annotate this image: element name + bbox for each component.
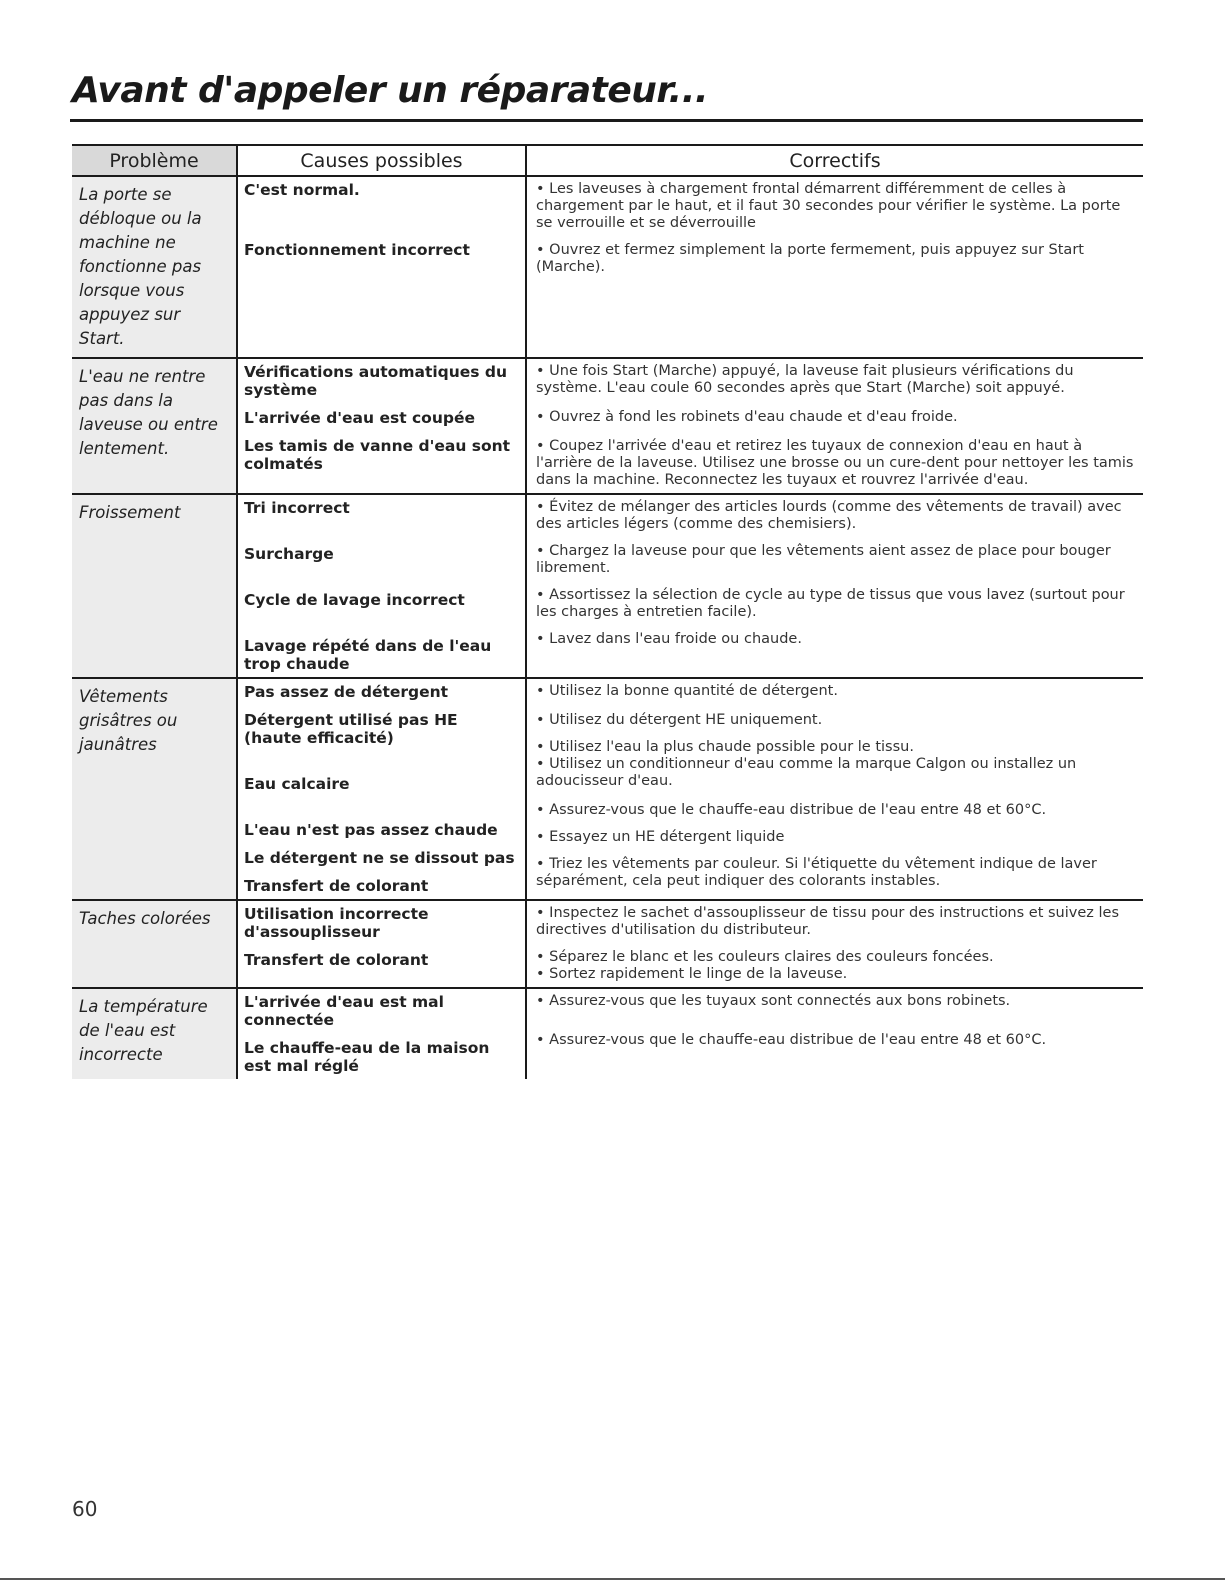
fix-item: • Assortissez la sélection de cycle au type de tissus que vous lavez (surtout pour les charges à entretien facile). bbox=[536, 587, 1135, 621]
fix-item: • Utilisez l'eau la plus chaude possible pour le tissu. bbox=[536, 739, 1135, 756]
cause-item: Détergent utilisé pas HE (haute efficacité) bbox=[244, 711, 458, 747]
fix-item: • Ouvrez et fermez simplement la porte fermement, puis appuyez sur Start (Marche). bbox=[536, 242, 1135, 276]
causes-cell bbox=[237, 988, 526, 1079]
table-row bbox=[72, 358, 1143, 494]
cause-item: Transfert de colorant bbox=[244, 951, 429, 969]
fixes-cell bbox=[526, 988, 1143, 1079]
fix-item: • Évitez de mélanger des articles lourds (comme des vêtements de travail) avec des articles légers (comme des chemisiers). bbox=[536, 499, 1135, 533]
bottom-rule bbox=[0, 1578, 1225, 1580]
fixes-cell bbox=[526, 900, 1143, 988]
cause-item: Surcharge bbox=[244, 545, 334, 563]
fix-item: • Coupez l'arrivée d'eau et retirez les tuyaux de connexion d'eau en haut à l'arrière de la laveuse. Utilisez une brosse ou un cure-dent pour nettoyer les tamis dans la machine. Reconnectez les tuyaux et rouvrez l'arrivée d'eau. bbox=[536, 438, 1135, 489]
fix-item: • Sortez rapidement le linge de la laveuse. bbox=[536, 966, 1135, 983]
page-number: 60 bbox=[72, 1497, 98, 1521]
page-title: Avant d'appeler un réparateur... bbox=[72, 70, 709, 111]
fix-item: • Chargez la laveuse pour que les vêtements aient assez de place pour bouger librement. bbox=[536, 543, 1135, 577]
cause-item: Le détergent ne se dissout pas bbox=[244, 849, 515, 867]
cause-item: Pas assez de détergent bbox=[244, 683, 449, 701]
fix-item: • Triez les vêtements par couleur. Si l'étiquette du vêtement indique de laver séparément, cela peut indiquer des colorants instables. bbox=[536, 856, 1135, 890]
problem-cell: Vêtements grisâtres ou jaunâtres bbox=[72, 678, 237, 900]
cause-item: L'arrivée d'eau est mal connectée bbox=[244, 993, 444, 1029]
table-row bbox=[72, 176, 1143, 358]
causes-cell bbox=[237, 358, 526, 494]
fixes-cell bbox=[526, 176, 1143, 358]
header-problem: Problème bbox=[72, 145, 237, 176]
causes-cell bbox=[237, 900, 526, 988]
cause-item: Cycle de lavage incorrect bbox=[244, 591, 465, 609]
cause-item: Vérifications automatiques du système bbox=[244, 363, 508, 399]
table-row bbox=[72, 678, 1143, 900]
fix-item: • Utilisez la bonne quantité de détergent. bbox=[536, 683, 1135, 700]
fix-item: • Séparez le blanc et les couleurs claires des couleurs foncées. bbox=[536, 949, 1135, 966]
fix-item: • Utilisez un conditionneur d'eau comme la marque Calgon ou installez un adoucisseur d'eau. bbox=[536, 756, 1135, 790]
fixes-cell bbox=[526, 358, 1143, 494]
fix-item: • Ouvrez à fond les robinets d'eau chaude et d'eau froide. bbox=[536, 409, 1135, 426]
fix-item: • Assurez-vous que le chauffe-eau distribue de l'eau entre 48 et 60°C. bbox=[536, 1032, 1135, 1049]
fixes-cell bbox=[526, 494, 1143, 678]
cause-item: Fonctionnement incorrect bbox=[244, 241, 470, 259]
fix-item: • Les laveuses à chargement frontal démarrent différemment de celles à chargement par le haut, et il faut 30 secondes pour vérifier le système. La porte se verrouille et se déverrouille bbox=[536, 181, 1135, 232]
fix-item: • Assurez-vous que le chauffe-eau distribue de l'eau entre 48 et 60°C. bbox=[536, 802, 1135, 819]
header-causes: Causes possibles bbox=[237, 145, 526, 176]
fix-item: • Inspectez le sachet d'assouplisseur de tissu pour des instructions et suivez les directives d'utilisation du distributeur. bbox=[536, 905, 1135, 939]
table-row bbox=[72, 988, 1143, 1079]
table-body bbox=[72, 176, 1143, 1079]
cause-item: L'arrivée d'eau est coupée bbox=[244, 409, 475, 427]
cause-item: Les tamis de vanne d'eau sont colmatés bbox=[244, 437, 511, 473]
cause-item: Tri incorrect bbox=[244, 499, 350, 517]
fix-item: • Lavez dans l'eau froide ou chaude. bbox=[536, 631, 1135, 648]
cause-item: Eau calcaire bbox=[244, 775, 350, 793]
table-row bbox=[72, 900, 1143, 988]
causes-cell bbox=[237, 678, 526, 900]
causes-cell bbox=[237, 176, 526, 358]
problem-cell: Taches colorées bbox=[72, 900, 237, 988]
troubleshooting-table bbox=[72, 144, 1143, 1079]
fixes-cell bbox=[526, 678, 1143, 900]
causes-cell bbox=[237, 494, 526, 678]
problem-cell: La température de l'eau est incorrecte bbox=[72, 988, 237, 1079]
problem-cell: L'eau ne rentre pas dans la laveuse ou entre lentement. bbox=[72, 358, 237, 494]
cause-item: C'est normal. bbox=[244, 181, 360, 199]
troubleshooting-table-container bbox=[72, 144, 1143, 1079]
cause-item: L'eau n'est pas assez chaude bbox=[244, 821, 498, 839]
fix-item: • Utilisez du détergent HE uniquement. bbox=[536, 712, 1135, 729]
cause-item: Utilisation incorrecte d'assouplisseur bbox=[244, 905, 429, 941]
cause-item: Transfert de colorant bbox=[244, 877, 429, 895]
problem-cell: La porte se débloque ou la machine ne fonctionne pas lorsque vous appuyez sur Start. bbox=[72, 176, 237, 358]
cause-item: Lavage répété dans de l'eau trop chaude bbox=[244, 637, 492, 673]
fix-item: • Essayez un HE détergent liquide bbox=[536, 829, 1135, 846]
fix-item: • Assurez-vous que les tuyaux sont connectés aux bons robinets. bbox=[536, 993, 1135, 1010]
title-rule bbox=[70, 119, 1143, 122]
cause-item: Le chauffe-eau de la maison est mal réglé bbox=[244, 1039, 490, 1075]
table-row bbox=[72, 494, 1143, 678]
problem-cell: Froissement bbox=[72, 494, 237, 678]
table-header-row bbox=[72, 145, 1143, 176]
fix-item: • Une fois Start (Marche) appuyé, la laveuse fait plusieurs vérifications du système. L'eau coule 60 secondes après que Start (Marche) soit appuyé. bbox=[536, 363, 1135, 397]
header-fixes: Correctifs bbox=[526, 145, 1143, 176]
